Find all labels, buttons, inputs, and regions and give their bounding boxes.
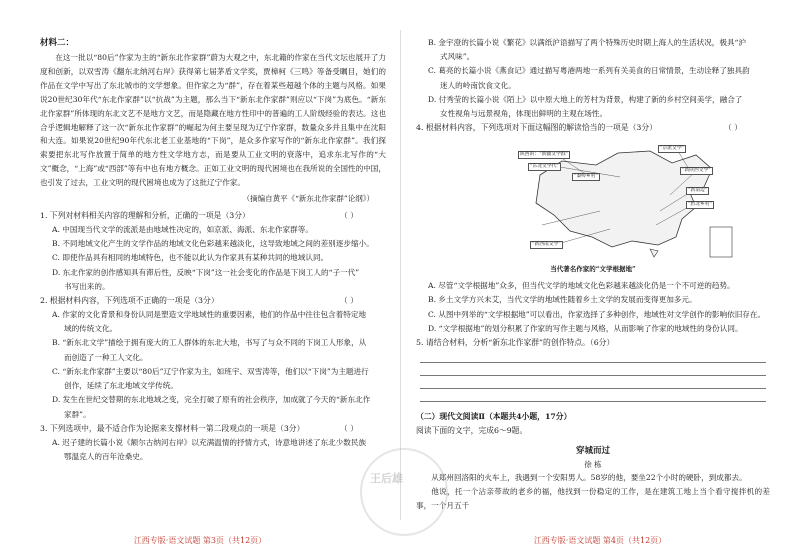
section-heading: （二）现代文阅读Ⅱ（本题共4小题，17分） xyxy=(416,412,572,422)
question-3 xyxy=(40,422,386,436)
story-paragraph: 从郑州回洛阳的火车上，我遇到一个安阳男人。58岁的他，要坐22个小时的硬卧，到成都去。 xyxy=(431,473,747,483)
option-continued: 式风味”。 xyxy=(440,52,475,62)
option-continued: 女性视角与远景视角，体现出鲜明的主观在场性。 xyxy=(440,109,608,119)
option: D. 发生在世纪交替期的东北地域之变，完全打破了原有的社会秩序，加成就了今天的“新东北作 xyxy=(52,395,371,405)
option-continued: 家群”。 xyxy=(64,409,91,419)
map-label: “黔北乡村” xyxy=(688,202,713,208)
option: A. 作家的文化背景和身份认同是塑造文学地域性的重要因素，他们的作品中往往包含着特定地 xyxy=(52,310,367,320)
question-4 xyxy=(416,121,770,135)
question-2 xyxy=(40,294,386,308)
answer-line[interactable] xyxy=(420,389,766,402)
question-2-stem: 2. 根据材料内容，下列选项不正确的一项是（3分） xyxy=(40,296,219,306)
question-4-stem: 4. 根据材料内容，下列选项对下面这幅图的解读恰当的一项是（3分） xyxy=(416,123,657,133)
answer-paren: （ ） xyxy=(723,123,742,133)
question-1-stem: 1. 下列对材料相关内容的理解和分析，正确的一项是（3分） xyxy=(40,211,250,221)
answer-paren: （ ） xyxy=(339,296,358,306)
mainland-outline xyxy=(536,151,712,247)
option: A. 尽管“文学根据地”众多，但当代文学的地域文化色彩越来越淡化仍是一个不可逆的趋势。 xyxy=(428,281,735,291)
page-footer: 江西专版·语文试题 第4页（共12页） xyxy=(533,536,667,545)
option: C. 从图中列举的“文学根据地”可以看出，作家选择了多种创作，地域性对文学创作的影响依旧存在。 xyxy=(428,309,766,319)
answer-line[interactable] xyxy=(420,350,766,363)
option: B. 金宇澄的长篇小说《繁花》以满纸沪语描写了两个特殊历史时期上海人的生活状况，极具“沪 xyxy=(428,38,747,47)
option: B. 不同地域文化产生的文学作品的地域文化色彩越来越淡化，这导致地域之间的差别逐步缩小。 xyxy=(52,239,374,249)
map-caption: 当代著名作家的“文学根据地” xyxy=(550,265,636,274)
answer-paren: （ ） xyxy=(339,423,358,433)
map-label: “东北文学代” xyxy=(530,164,559,170)
option: D. 东北作家的创作感知具有滞后性，反映“下岗”这一社会变化的作品是下岗工人的“子一代” xyxy=(52,267,360,277)
watermark-seal xyxy=(360,448,448,536)
option-continued: 鄂温克人的百年沧桑史。 xyxy=(64,451,148,461)
question-1 xyxy=(40,209,386,223)
option: C. “新东北作家群”主要以“80后”辽宁作家为主，如班宇、双雪涛等，他们以“下岗”为主题进行 xyxy=(52,366,369,376)
option-continued: 而创造了一种工人文化。 xyxy=(64,352,148,362)
section-instruction: 阅读下面的文字，完成6～9题。 xyxy=(416,426,528,436)
option: C. 即使作品具有相同的地域特色，也不能以此认为作家具有某种共同的地域认同。 xyxy=(52,253,329,263)
question-3-stem: 3. 下列选项中，最不适合作为论据来支撑材料一第二段观点的一项是（3分） xyxy=(40,423,305,433)
page-4 xyxy=(400,0,800,560)
option: C. 葛亮的长篇小说《燕食记》通过描写粤港两地一系列有关美食的日常情景，生动诠释了独具韵 xyxy=(428,66,750,76)
map-label: 陕西的：“新疆文学群” xyxy=(520,152,569,158)
story-title: 穿城而过 xyxy=(575,446,610,457)
option-continued: 创作，延续了东北地域文学传统。 xyxy=(64,381,178,391)
map-label: “京派文学” xyxy=(660,146,685,152)
option-continued: 书写出来的。 xyxy=(64,281,110,291)
south-sea-inset xyxy=(710,227,732,257)
china-literary-map xyxy=(500,141,738,261)
option-continued: 域的传统文化。 xyxy=(64,324,118,334)
map-label: “新西南文学” xyxy=(532,242,561,248)
answer-paren: （ ） xyxy=(339,211,358,221)
option-continued: 迷人的岭南饮食文化。 xyxy=(440,80,516,90)
answer-line[interactable] xyxy=(420,376,766,389)
material-source: （摘编自黄平《“新东北作家群”论纲》） xyxy=(242,194,374,204)
watermark-text: 王后雄 xyxy=(370,472,403,485)
material-paragraph: 在这一批以“80后”作家为主的“新东北作家群”蔚为大观之中，东北籍的作家在当代文坛也展开了力度和创新，以双雪涛《翻东北纳河右岸》获得第七届茅盾文学奖，贾樟柯《三鸣》等备受瞩目，她们的作品在文学中写出了东北城市的文学想象。但作家之为“群”，存在着某些超越个体的主题与风格。如果说20世纪30年代“东北作家群”以“抗战”为主题，那么当下“新东北作家群”则应以“下岗”为底色。“新东北作家群”所体现的东北文艺不是地方文艺，而是隐藏在地方性印中的普遍的工人阶级经验的表达。这也合乎逻辑地解释了这一次“新东北作家群”的崛起为何主要呈现为辽宁作家群，数量众多并且集中在沈阳和大连。如果说20世纪90年代东北老工业基地的“下岗”，是众多作家写作的“新东北作家群”。我们探索要把东北写作放置于简单的地方性文学地方志，而是要从工业文明的衰落中，追求东北写作的“大文”概念，“上海”或“西部”等有中也有地方概念。正如工业文明的现代困境也在我所说的全国性的中国，也引发了过去，工业文明的现代困境也成为了这批辽宁作家。 xyxy=(40,53,386,188)
option: D. 付秀莹的长篇小说《陌上》以中原大地上的芳村为背景，构建了新的乡村空间美学，融合了 xyxy=(428,94,743,104)
island-outline xyxy=(650,249,658,257)
option: D. “文学根据地”的划分积累了作家的写作主题与风格，从而影响了作家的地域性的身份认同。 xyxy=(428,323,743,333)
option: A. 迟子建的长篇小说《额尔古纳河右岸》以充满温情的抒情方式，诗意地讲述了东北少数民族 xyxy=(52,437,367,447)
story-paragraph: 他说，托一个沾亲带故的老乡的福，他找到一份稳定的工作，是在建筑工地上当个看守搅拌机的差事，一个月五千 xyxy=(416,486,770,510)
map-label: “新南边” xyxy=(688,188,708,194)
page-footer: 江西专版·语文试题 第3页（共12页） xyxy=(133,536,267,545)
option: A. 中国现当代文学的流派是由地域性决定的，如京派、海派、东北作家群等。 xyxy=(52,225,313,235)
material-heading: 材料二： xyxy=(40,38,75,48)
map-label: “新陕西文学” xyxy=(682,168,711,174)
option: B. “新东北文学”描绘于拥有庞大的工人群体的东北大地，书写了与众不同的下岗工人形象，从 xyxy=(52,338,367,348)
answer-line[interactable] xyxy=(420,363,766,376)
question-5: 5. 请结合材料，分析“新东北作家群”的创作特点。（6分） xyxy=(416,338,615,348)
map-label: “秦岭乡村” xyxy=(574,174,599,180)
story-author: 徐 栋 xyxy=(584,460,602,470)
option: B. 乡土文学方兴未艾，当代文学的地域性随着乡土文学的发展而变得更加多元。 xyxy=(428,295,697,305)
